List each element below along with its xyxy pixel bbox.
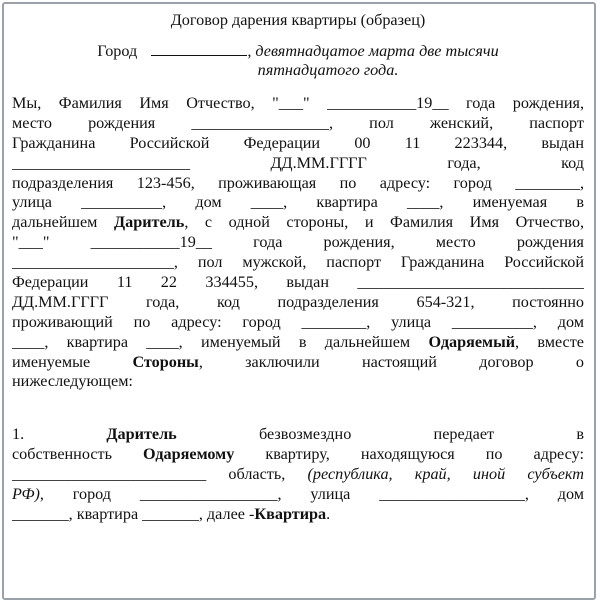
text-line: ДД.ММ.ГГГГ года, код подразделения 654-321, постоянно: [12, 292, 584, 311]
text-line: ________________________ область, (республика, край, иной субъект: [12, 465, 584, 484]
term-recipient: Одаряемому: [142, 445, 235, 464]
clause-1: [12, 425, 584, 524]
party-paragraph: [12, 94, 584, 392]
text-line: ____________________, пол мужской, паспорт Гражданина Российской: [12, 253, 584, 272]
text-line: 1. Даритель безвозмездно передает в: [12, 425, 584, 444]
text-line: РФ), город _________________, улица __________________, дом: [12, 485, 584, 504]
text-line: _______, квартира _______, далее -Квартира.: [12, 504, 331, 523]
term-giver: Даритель: [113, 213, 185, 232]
date-text-1: , девятнадцатое марта две тысячи: [247, 42, 499, 60]
term-parties: Стороны: [132, 352, 199, 371]
text-line: ____, квартира ____, именуемый в дальнейшем Одаряемый, вместе: [12, 332, 584, 351]
term-apartment: Квартира: [254, 504, 327, 523]
city-label: Город: [97, 42, 138, 60]
term-recipient: Одаряемый: [428, 332, 516, 351]
text-line: Мы, Фамилия Имя Отчество, "___" ___________19__ года рождения,: [12, 94, 584, 112]
text-line: нижеследующем:: [12, 372, 133, 391]
city-date-line-2: [12, 61, 584, 81]
text-line: Гражданина Российской Федерации 00 11 223344, выдан: [12, 133, 584, 152]
clause-number: 1.: [12, 425, 25, 444]
date-text-2: пятнадцатого года.: [257, 61, 399, 79]
text-line: именуемые Стороны, заключили настоящий договор о: [12, 352, 584, 371]
text-line: Федерации 11 22 334455, выдан ____________________________: [12, 273, 584, 292]
text-line: ______________________ ДД.ММ.ГГГГ года, код: [12, 153, 584, 172]
city-blank: [151, 41, 247, 56]
text-line: дальнейшем Даритель, с одной стороны, и Фамилия Имя Отчество,: [12, 213, 584, 232]
text-line: улица __________, дом ____, квартира ____, именуемая в: [12, 193, 584, 212]
contract-document: [12, 11, 584, 525]
text-line: подразделения 123-456, проживающая по адресу: город ________,: [12, 173, 584, 192]
text-line: проживающий по адресу: город ________, улица __________, дом: [12, 312, 584, 331]
text-line: "___" ___________19__ года рождения, место рождения: [12, 233, 584, 252]
term-giver: Даритель: [106, 425, 177, 444]
city-date-line: [12, 41, 584, 61]
text-line: собственность Одаряемому квартиру, находящуюся по адресу:: [12, 445, 584, 464]
document-title: Договор дарения квартиры (образец): [170, 11, 426, 29]
text-line: место рождения _________________, пол женский, паспорт: [12, 113, 584, 132]
